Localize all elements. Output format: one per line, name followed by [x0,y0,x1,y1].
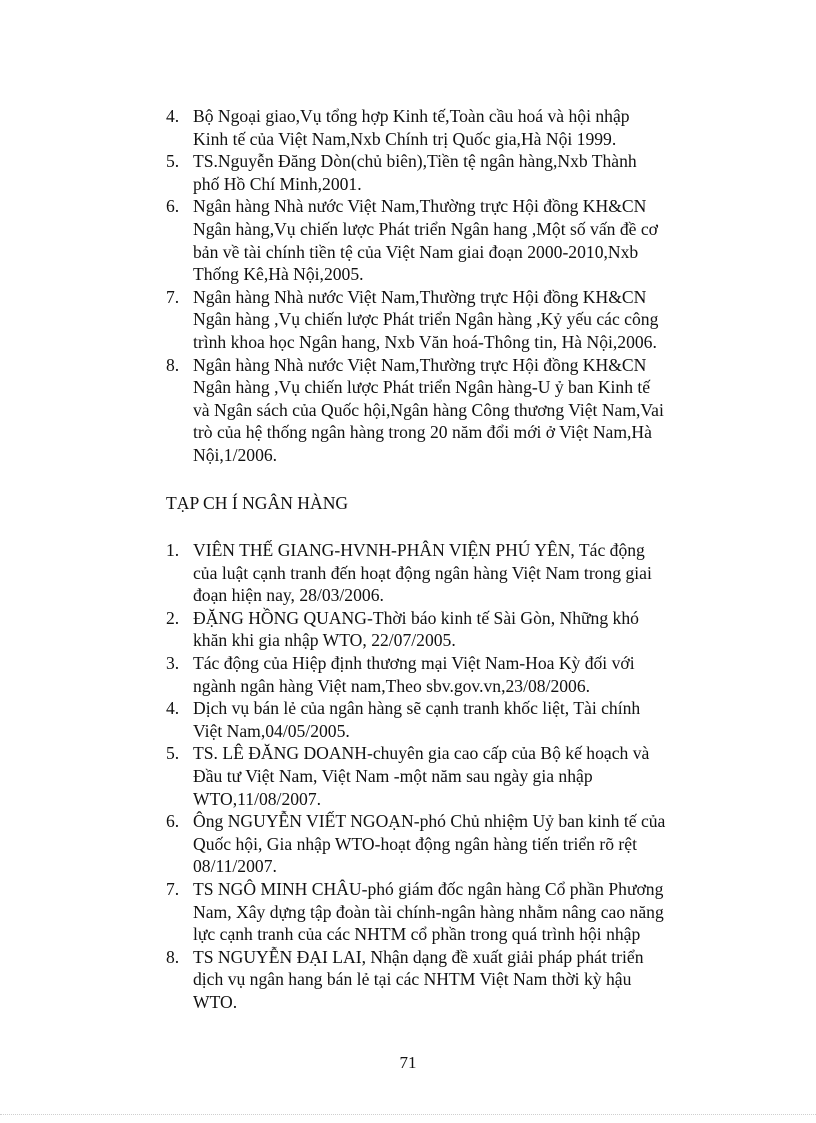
reference-item [166,195,706,285]
journal-reference-item [166,607,706,652]
reference-text: TS.Nguyễn Đăng Dòn(chủ biên),Tiền tệ ngân hàng,Nxb Thành phố Hồ Chí Minh,2001. [193,151,637,194]
reference-number: 1. [166,540,180,560]
reference-text: Bộ Ngoại giao,Vụ tổng hợp Kinh tế,Toàn cầu hoá và hội nhập Kinh tế của Việt Nam,Nxb Chính trị Quốc gia,Hà Nội 1999. [193,106,630,149]
reference-item [166,150,706,195]
journal-reference-item [166,810,706,878]
journal-reference-item [166,878,706,946]
reference-text: Ngân hàng Nhà nước Việt Nam,Thường trực Hội đồng KH&CN Ngân hàng,Vụ chiến lược Phát triển Ngân hang ,Một số vấn đề cơ bản về tài chính tiền tệ của Việt Nam giai đoạn 2000-2010,Nxb Thống Kê,Hà Nội,2005. [193,196,658,285]
reference-text: ĐẶNG HỒNG QUANG-Thời báo kinh tế Sài Gòn, Những khó khăn khi gia nhập WTO, 22/07/2005. [193,607,639,651]
section-title: TẠP CH Í NGÂN HÀNG [166,493,349,513]
reference-number: 7. [166,878,180,899]
reference-text: VIÊN THẾ GIANG-HVNH-PHÂN VIỆN PHÚ YÊN, Tác động của luật cạnh tranh đến hoạt động ngân hàng Việt Nam trong giai đoạn hiện nay, 28/03/2006. [193,540,652,606]
reference-number: 3. [166,652,180,673]
reference-number: 4. [166,106,180,126]
reference-text: Tác động của Hiệp định thương mại Việt Nam-Hoa Kỳ đối với ngành ngân hàng Việt nam,Theo sbv.gov.vn,23/08/2006. [193,652,635,696]
page-number: 71 [399,1053,417,1072]
reference-text: Ngân hàng Nhà nước Việt Nam,Thường trực Hội đồng KH&CN Ngân hàng ,Vụ chiến lược Phát triển Ngân hàng-U ỷ ban Kinh tế và Ngân sách của Quốc hội,Ngân hàng Công thương Việt Nam,Vai trò của hệ thống ngân hàng trong 20 năm đổi mới ở Việt Nam,Hà Nội,1/2006. [193,354,664,465]
reference-number: 7. [166,286,180,307]
reference-text: TS NGUYỄN ĐẠI LAI, Nhận dạng đề xuất giải pháp phát triển dịch vụ ngân hang bán lẻ tại các NHTM Việt Nam thời kỳ hậu WTO. [193,946,644,1012]
reference-number: 5. [166,151,180,172]
reference-number: 5. [166,743,180,764]
journal-reference-item [166,697,706,742]
reference-number: 8. [166,946,180,967]
reference-number: 8. [166,354,180,375]
journal-reference-item [166,742,706,810]
reference-number: 6. [166,811,180,832]
journal-references-list [166,539,706,1013]
reference-item [166,286,706,354]
reference-text: Ngân hàng Nhà nước Việt Nam,Thường trực Hội đồng KH&CN Ngân hàng ,Vụ chiến lược Phát triển Ngân hàng ,Kỷ yếu các công trình khoa học Ngân hang, Nxb Văn hoá-Thông tin, Hà Nội,2006. [193,286,659,352]
reference-text: Ông NGUYỄN VIẾT NGOẠN-phó Chủ nhiệm Uỷ ban kinh tế của Quốc hội, Gia nhập WTO-hoạt động ngân hàng tiến triển rõ rệt 08/11/2007. [193,811,666,877]
reference-number: 2. [166,607,180,628]
journal-reference-item [166,946,706,1014]
reference-item [166,105,706,150]
reference-text: TS. LÊ ĐĂNG DOANH-chuyên gia cao cấp của Bộ kế hoạch và Đầu tư Việt Nam, Việt Nam -một năm sau ngày gia nhập WTO,11/08/2007. [193,743,650,809]
reference-text: Dịch vụ bán lẻ của ngân hàng sẽ cạnh tranh khốc liệt, Tài chính Việt Nam,04/05/2005. [193,698,641,741]
reference-text: TS NGÔ MINH CHÂU-phó giám đốc ngân hàng Cổ phần Phương Nam, Xây dựng tập đoàn tài chính-ngân hàng nhằm nâng cao năng lực cạnh tranh của các NHTM cổ phần trong quá trình hội nhập [193,878,664,945]
page-bottom-divider [0,1114,816,1115]
reference-item [166,354,706,467]
reference-number: 6. [166,196,180,217]
journal-reference-item [166,539,706,607]
journal-reference-item [166,652,706,697]
references-list [166,105,706,467]
reference-number: 4. [166,698,180,719]
